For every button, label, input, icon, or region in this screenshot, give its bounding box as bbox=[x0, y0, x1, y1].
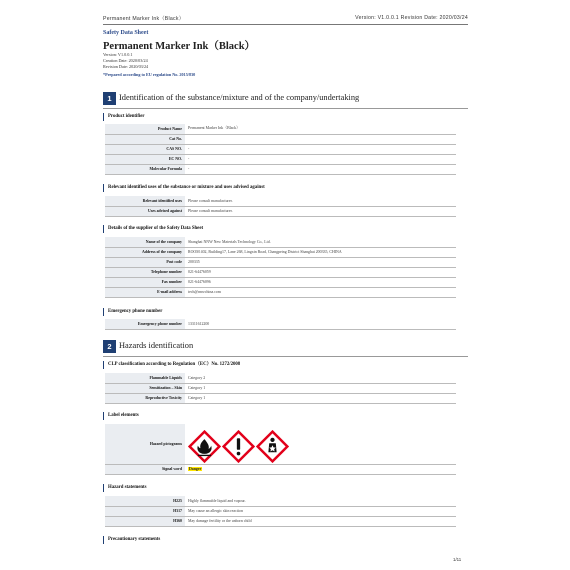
row-value: - bbox=[185, 164, 456, 174]
subheading-hazard-statements: Hazard statements bbox=[103, 484, 147, 492]
section-number: 2 bbox=[103, 340, 116, 353]
row-value: May damage fertility or the unborn child bbox=[185, 516, 456, 526]
table-row bbox=[105, 134, 456, 144]
subheading-label-elements: Label elements bbox=[103, 412, 139, 420]
row-value: Category 1 bbox=[185, 383, 456, 393]
table-row bbox=[105, 257, 456, 267]
creation-date: Creation Date: 2020/03/24 bbox=[103, 58, 148, 63]
table-row bbox=[105, 373, 456, 383]
row-key: Molecular Formula bbox=[105, 164, 185, 174]
table-row bbox=[105, 196, 456, 206]
row-key: Telephone number bbox=[105, 267, 185, 277]
row-key: Reproductive Toxicity bbox=[105, 393, 185, 403]
clp-classification-table bbox=[105, 373, 456, 404]
version-line: Version: V1.0.0.1 bbox=[103, 52, 133, 57]
row-value: 021-64476059 bbox=[185, 267, 456, 277]
regulation-note: *Prepared according to EU regulation No. 2015/830 bbox=[103, 72, 196, 77]
header-product-name: Permanent Marker Ink（Black） bbox=[103, 16, 185, 22]
row-value: Permanent Marker Ink（Black） bbox=[185, 124, 456, 134]
row-value: Shanghai NNW New Materials Technology Co., Ltd. bbox=[185, 237, 456, 247]
row-value: - bbox=[185, 154, 456, 164]
exclamation-mark-icon bbox=[222, 430, 255, 463]
row-value: ROOM 402, Building17, Lane 268, Lingxin Road, Changpeing District Shanghai 200335, CHINA bbox=[185, 247, 456, 257]
section-2-heading bbox=[103, 340, 468, 357]
row-value: tech@nnwchina.com bbox=[185, 287, 456, 297]
hazard-statements-table bbox=[105, 496, 456, 527]
row-key: CAS NO. bbox=[105, 144, 185, 154]
table-row bbox=[105, 124, 456, 134]
row-value bbox=[185, 134, 456, 144]
row-key: H360 bbox=[105, 516, 185, 526]
row-key: Post code bbox=[105, 257, 185, 267]
row-key: Relevant identified uses bbox=[105, 196, 185, 206]
page-number: 1/11 bbox=[453, 557, 462, 562]
table-row bbox=[105, 287, 456, 297]
row-key: Cat No. bbox=[105, 134, 185, 144]
row-key: Name of the company bbox=[105, 237, 185, 247]
row-value: May cause an allergic skin reaction bbox=[185, 506, 456, 516]
revision-date: Revision Date: 2020/03/24 bbox=[103, 64, 149, 69]
row-key: E-mail address bbox=[105, 287, 185, 297]
row-key: Uses advised against bbox=[105, 206, 185, 216]
row-key: Product Name bbox=[105, 124, 185, 134]
table-row bbox=[105, 393, 456, 403]
row-key: Sensitization – Skin bbox=[105, 383, 185, 393]
row-key: H225 bbox=[105, 496, 185, 506]
subheading-identified-uses: Relevant identified uses of the substance or mixture and uses advised against bbox=[103, 184, 265, 192]
flame-icon bbox=[188, 430, 221, 463]
document-label: Safety Data Sheet bbox=[103, 30, 149, 36]
row-value: Please consult manufacturer. bbox=[185, 196, 456, 206]
subheading-emergency-phone: Emergency phone number bbox=[103, 308, 162, 316]
running-header bbox=[103, 15, 468, 25]
row-value: - bbox=[185, 144, 456, 154]
table-row bbox=[105, 237, 456, 247]
row-key: Emergency phone number bbox=[105, 319, 185, 329]
row-value: 200335 bbox=[185, 257, 456, 267]
table-row bbox=[105, 383, 456, 393]
emergency-phone-table bbox=[105, 319, 456, 330]
subheading-precautionary-statements: Precautionary statements bbox=[103, 536, 160, 544]
section-number: 1 bbox=[103, 92, 116, 105]
row-key: Hazard pictograms bbox=[105, 424, 185, 464]
row-value: Highly flammable liquid and vapour. bbox=[185, 496, 456, 506]
row-key: Flammable Liquids bbox=[105, 373, 185, 383]
row-key: Address of the company bbox=[105, 247, 185, 257]
row-value: Category 2 bbox=[185, 373, 456, 383]
table-row bbox=[105, 277, 456, 287]
table-row bbox=[105, 164, 456, 174]
table-row bbox=[105, 206, 456, 216]
table-row bbox=[105, 267, 456, 277]
supplier-details-table bbox=[105, 237, 456, 298]
document-title: Permanent Marker Ink（Black） bbox=[103, 41, 256, 52]
header-version-date: Version: V1.0.0.1 Revision Date: 2020/03/24 bbox=[355, 15, 468, 21]
subheading-supplier-details: Details of the supplier of the Safety Data Sheet bbox=[103, 225, 203, 233]
signal-word: Danger bbox=[189, 467, 202, 471]
table-row bbox=[105, 516, 456, 526]
subheading-product-identifier: Product identifier bbox=[103, 113, 145, 121]
subheading-clp-classification: CLP classification according to Regulation（EC）No. 1272/2008 bbox=[103, 361, 240, 369]
row-value: 021-64476096 bbox=[185, 277, 456, 287]
row-value: Category 1 bbox=[185, 393, 456, 403]
row-value: 13311612200 bbox=[185, 319, 456, 329]
row-value: Please consult manufacturer. bbox=[185, 206, 456, 216]
section-title: Hazards identification bbox=[119, 341, 194, 350]
row-key: EC NO. bbox=[105, 154, 185, 164]
table-row bbox=[105, 496, 456, 506]
product-identifier-table bbox=[105, 124, 456, 175]
table-row bbox=[105, 154, 456, 164]
table-row bbox=[105, 319, 456, 329]
signal-word-cell bbox=[185, 464, 456, 474]
section-1-heading bbox=[103, 92, 468, 109]
row-key: Fax number bbox=[105, 277, 185, 287]
table-row bbox=[105, 144, 456, 154]
identified-uses-table bbox=[105, 196, 456, 217]
table-row bbox=[105, 506, 456, 516]
table-row bbox=[105, 464, 456, 474]
table-row bbox=[105, 247, 456, 257]
row-key: Signal word bbox=[105, 464, 185, 474]
section-title: Identification of the substance/mixture and of the company/undertaking bbox=[119, 93, 360, 102]
row-key: H317 bbox=[105, 506, 185, 516]
health-hazard-icon bbox=[256, 430, 289, 463]
